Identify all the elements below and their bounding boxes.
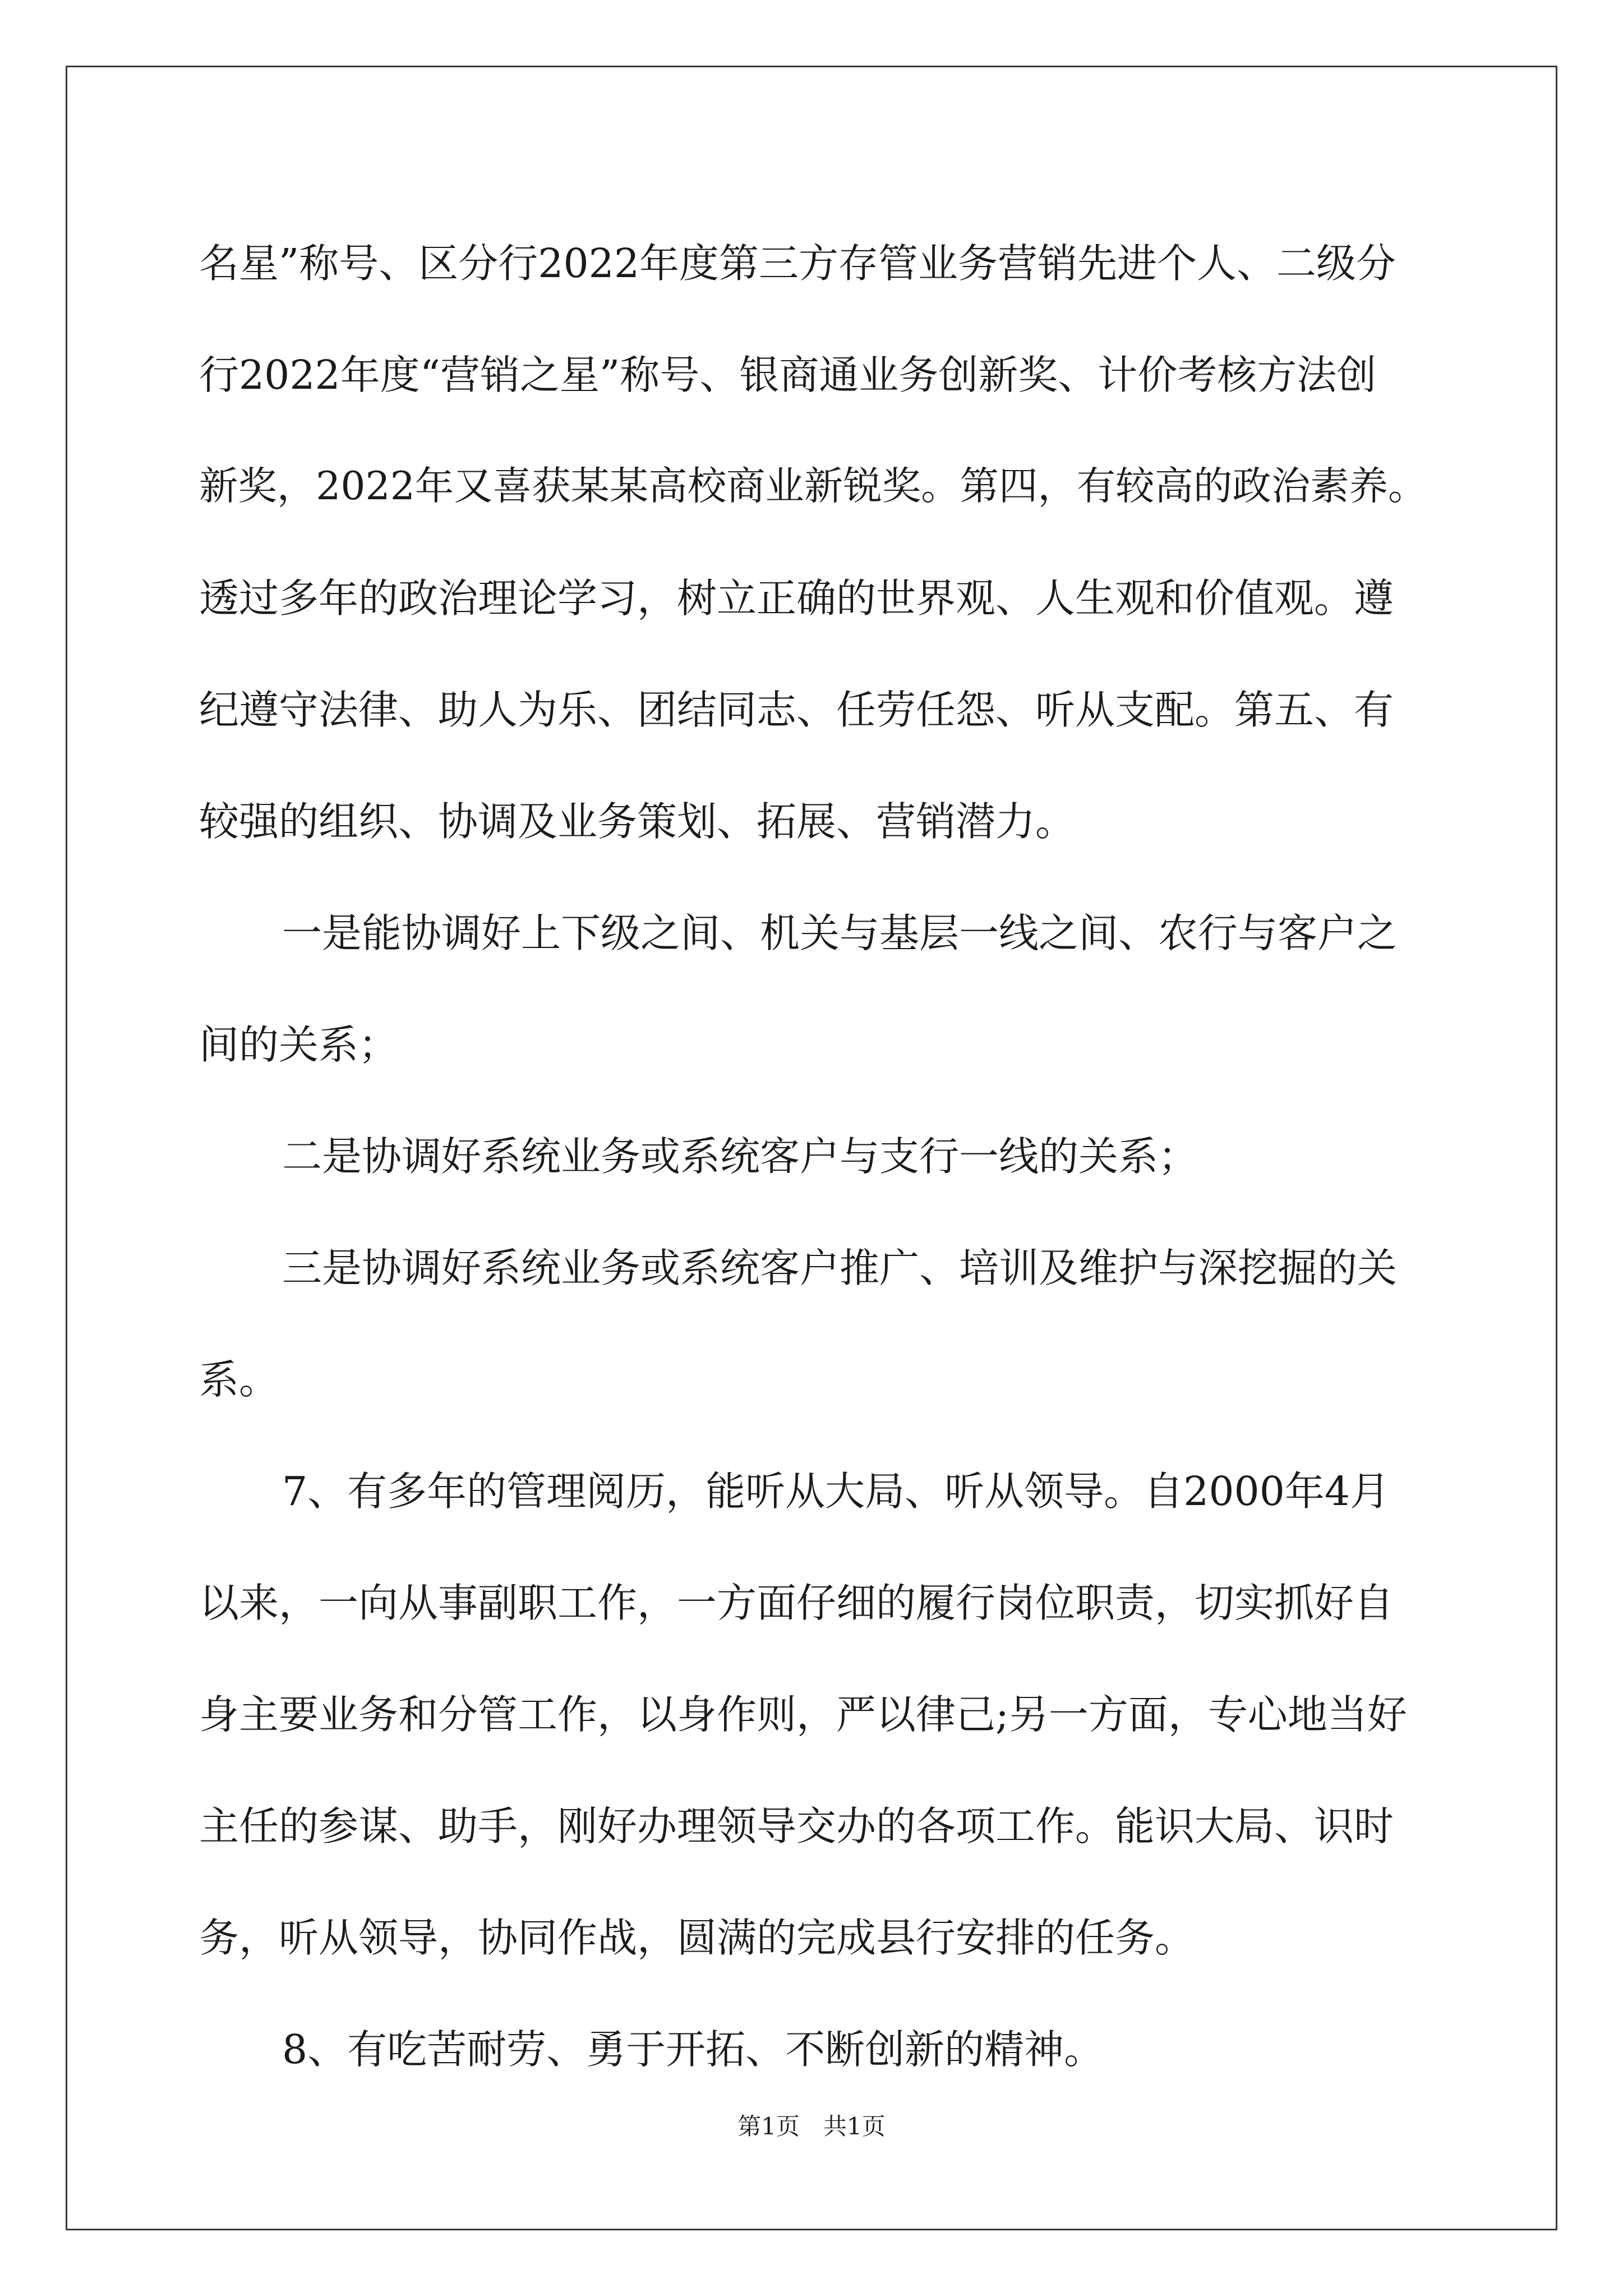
text-line: 一是能协调好上下级之间、机关与基层一线之间、农行与客户之 xyxy=(282,910,1398,956)
document-body xyxy=(199,208,1427,2105)
text-line: 系。 xyxy=(199,1356,279,1403)
text-line: 务，听从领导，协同作战，圆满的完成县行安排的任务。 xyxy=(199,1915,1195,1961)
text-line: 身主要业务和分管工作，以身作则，严以律己;另一方面，专心地当好 xyxy=(199,1691,1407,1738)
text-line: 7、有多年的管理阅历，能听从大局、听从领导。自2000年4月 xyxy=(282,1468,1390,1515)
text-line: 二是协调好系统业务或系统客户与支行一线的关系； xyxy=(282,1133,1198,1180)
text-line: 行2022年度“营销之星”称号、银商通业务创新奖、计价考核方法创 xyxy=(199,352,1377,398)
page-footer: 第1页 共1页 xyxy=(737,2113,886,2140)
text-line: 间的关系； xyxy=(199,1022,399,1068)
text-line: 8、有吃苦耐劳、勇于开拓、不断创新的精神。 xyxy=(282,2026,1104,2073)
text-line: 透过多年的政治理论学习，树立正确的世界观、人生观和价值观。遵 xyxy=(199,575,1394,622)
text-line: 新奖，2022年又喜获某某高校商业新锐奖。第四，有较高的政治素养。 xyxy=(199,464,1427,509)
text-line: 以来，一向从事副职工作，一方面仔细的履行岗位职责，切实抓好自 xyxy=(199,1580,1394,1626)
text-line: 较强的组织、协调及业务策划、拓展、营销潜力。 xyxy=(199,798,1076,845)
text-line: 纪遵守法律、助人为乐、团结同志、任劳任怨、听从支配。第五、有 xyxy=(199,687,1394,733)
text-line: 三是协调好系统业务或系统客户推广、培训及维护与深挖掘的关 xyxy=(282,1245,1398,1291)
text-line: 主任的参谋、助手，刚好办理领导交办的各项工作。能识大局、识时 xyxy=(199,1803,1394,1849)
text-line: 名星”称号、区分行2022年度第三方存管业务营销先进个人、二级分 xyxy=(199,240,1396,287)
